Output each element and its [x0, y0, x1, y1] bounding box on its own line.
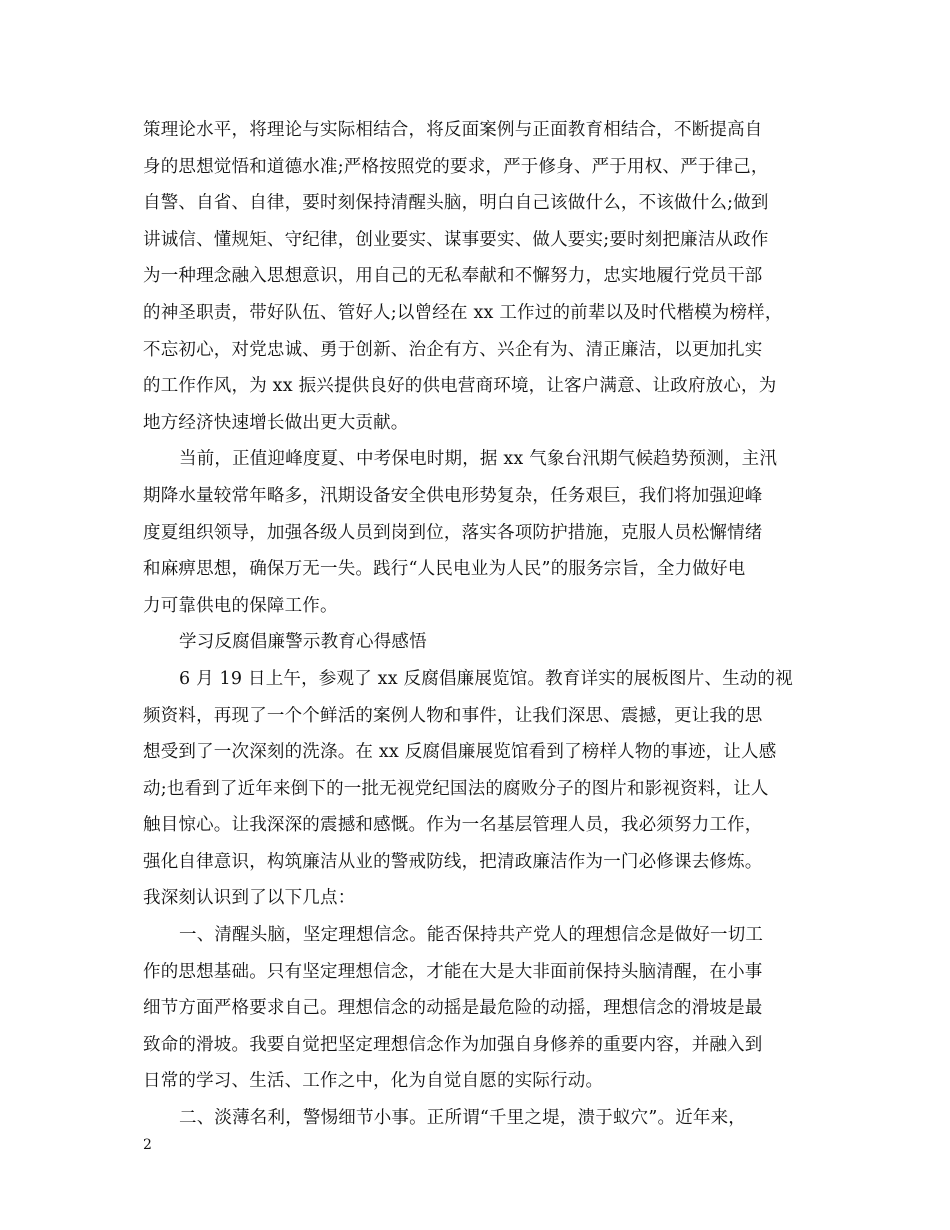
- text-line: 为一种理念融入思想意识，用自己的无私奉献和不懈努力，忠实地履行党员干部: [143, 266, 763, 287]
- text-line: 身的思想觉悟和道德水准;严格按照党的要求，严于修身、严于用权、严于律己，: [143, 156, 769, 177]
- text-line: 强化自律意识，构筑廉洁从业的警戒防线，把清政廉洁作为一门必修课去修炼。: [143, 851, 763, 872]
- text-line: 地方经济快速增长做出更大贡献。: [143, 412, 409, 433]
- text-line: 的工作作风，为 xx 振兴提供良好的供电营商环境，让客户满意、让政府放心，为: [143, 376, 777, 397]
- text-line: 我深刻认识到了以下几点：: [143, 888, 356, 909]
- text-line: 讲诚信、懂规矩、守纪律，创业要实、谋事要实、做人要实;要时刻把廉洁从政作: [143, 229, 769, 250]
- text-line: 策理论水平，将理论与实际相结合，将反面案例与正面教育相结合，不断提高自: [143, 120, 763, 140]
- text-line: 日常的学习、生活、工作之中，化为自觉自愿的实际行动。: [143, 1071, 604, 1092]
- text-line: 度夏组织领导，加强各级人员到岗到位，落实各项防护措施，克服人员松懈情绪: [143, 522, 763, 543]
- text-line: 自警、自省、自律，要时刻保持清醒头脑，明白自己该做什么，不该做什么;做到: [143, 193, 769, 214]
- text-line: 和麻痹思想，确保万无一失。践行“人民电业为人民”的服务宗旨，全力做好电: [143, 559, 746, 580]
- text-line: 力可靠供电的保障工作。: [143, 595, 338, 616]
- text-line: 期降水量较常年略多，汛期设备安全供电形势复杂，任务艰巨，我们将加强迎峰: [143, 485, 763, 506]
- document-body: [143, 112, 833, 1137]
- page-number: 2: [143, 1137, 152, 1153]
- text-line: 二、淡薄名利，警惕细节小事。正所谓“千里之堤，溃于蚁穴”。近年来，: [179, 1108, 746, 1129]
- text-line: 触目惊心。让我深深的震撼和感慨。作为一名基层管理人员，我必须努力工作，: [143, 815, 763, 836]
- text-line: 致命的滑坡。我要自觉把坚定理想信念作为加强自身修养的重要内容，并融入到: [143, 1034, 763, 1055]
- text-line: 当前，正值迎峰度夏、中考保电时期，据 xx 气象台汛期气候趋势预测，主汛: [179, 449, 778, 470]
- text-line: 想受到了一次深刻的洗涤。在 xx 反腐倡廉展览馆看到了榜样人物的事迹，让人感: [143, 742, 777, 763]
- text-line: 不忘初心，对党忠诚、勇于创新、治企有方、兴企有为、清正廉洁，以更加扎实: [143, 339, 763, 360]
- text-line: 的神圣职责，带好队伍、管好人;以曾经在 xx 工作过的前辈以及时代楷模为榜样，: [143, 302, 783, 323]
- text-line: 学习反腐倡廉警示教育心得感悟: [179, 632, 427, 653]
- text-line: 6 月 19 日上午，参观了 xx 反腐倡廉展览馆。教育详实的展板图片、生动的视: [179, 668, 793, 689]
- text-line: 细节方面严格要求自己。理想信念的动摇是最危险的动摇，理想信念的滑坡是最: [143, 998, 763, 1019]
- text-line: 频资料，再现了一个个鲜活的案例人物和事件，让我们深思、震撼，更让我的思: [143, 705, 763, 726]
- text-line: 一、清醒头脑，坚定理想信念。能否保持共产党人的理想信念是做好一切工: [179, 925, 764, 946]
- text-line: 作的思想基础。只有坚定理想信念，才能在大是大非面前保持头脑清醒，在小事: [143, 961, 763, 982]
- text-line: 动;也看到了近年来倒下的一批无视党纪国法的腐败分子的图片和影视资料，让人: [143, 778, 769, 799]
